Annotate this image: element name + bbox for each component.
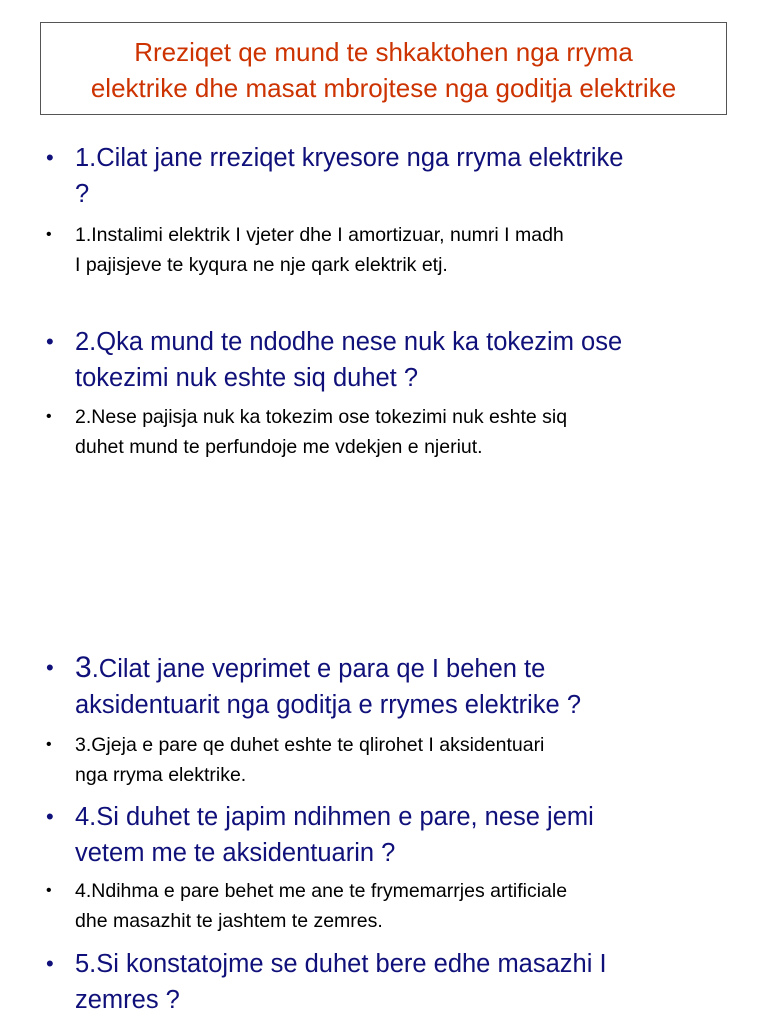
answer-3 [46,730,746,790]
bullet-icon: • [46,226,52,243]
question-line: zemres ? [75,986,180,1014]
question-line: vetem me te aksidentuarin ? [75,839,396,867]
answer-line: 4.Ndihma e pare behet me ane te frymemarrjes artificiale [75,880,568,902]
question-3 [46,650,746,723]
question-4 [46,799,746,871]
bullet-icon: • [46,408,52,425]
question-line: tokezimi nuk eshte siq duhet ? [75,364,419,392]
question-line: .Cilat jane veprimet e para qe I behen te [91,655,546,683]
question-line: 5.Si konstatojme se duhet bere edhe masazhi I [75,950,607,978]
answer-line: 2.Nese pajisja nuk ka tokezim ose tokezimi nuk eshte siq [75,406,568,428]
slide-title-line: Rreziqet qe mund te shkaktohen nga rryma [134,37,633,67]
answer-line: duhet mund te perfundoje me vdekjen e njeriut. [75,436,483,458]
answer-4 [46,876,746,936]
question-5 [46,946,746,1018]
question-line: 1.Cilat jane rreziqet kryesore nga rryma elektrike [75,144,624,172]
bullet-icon: • [46,951,54,976]
bullet-icon: • [46,145,54,170]
question-line: 4.Si duhet te japim ndihmen e pare, nese jemi [75,803,594,831]
bullet-icon: • [46,882,52,899]
bullet-icon: • [46,804,54,829]
answer-1 [46,220,746,280]
answer-line: dhe masazhit te jashtem te zemres. [75,910,383,932]
answer-2 [46,402,746,462]
answer-line: nga rryma elektrike. [75,764,247,786]
question-number: 3 [75,651,92,684]
question-line: ? [75,180,90,208]
bullet-icon: • [46,329,54,354]
bullet-icon: • [46,655,54,680]
question-line: 2.Qka mund te ndodhe nese nuk ka tokezim ose [75,328,623,356]
slide-title-line: elektrike dhe masat mbrojtese nga goditja elektrike [90,73,677,103]
bullet-icon: • [46,736,52,753]
answer-line: 1.Instalimi elektrik I vjeter dhe I amortizuar, numri I madh [75,224,564,246]
question-1 [46,140,746,212]
question-2 [46,324,746,396]
slide-title-box [40,22,727,115]
answer-line: I pajisjeve te kyqura ne nje qark elektrik etj. [75,254,448,276]
answer-line: 3.Gjeja e pare qe duhet eshte te qlirohet I aksidentuari [75,734,545,756]
question-line: aksidentuarit nga goditja e rrymes elektrike ? [75,691,582,719]
